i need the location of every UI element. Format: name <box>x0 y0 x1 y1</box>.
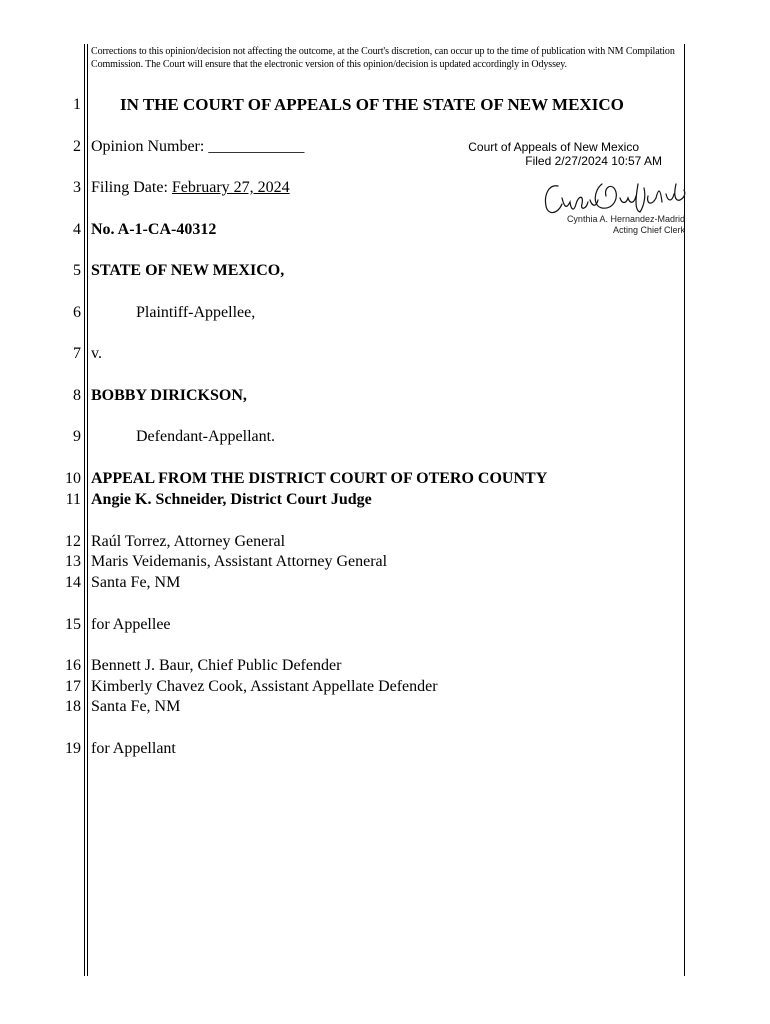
court-title: IN THE COURT OF APPEALS OF THE STATE OF NEW MEXICO <box>120 95 624 114</box>
line-number: 2 <box>73 138 81 155</box>
stamp-clerk-title: Acting Chief Clerk <box>612 225 685 235</box>
filing-date: February 27, 2024 <box>171 179 290 196</box>
line-number: 19 <box>65 740 81 757</box>
appellee-counsel-line: Santa Fe, NM <box>91 574 181 591</box>
case-number: No. A-1-CA-40312 <box>91 221 217 238</box>
filing-date-line <box>91 178 290 197</box>
line-number: 13 <box>65 553 81 570</box>
versus: v. <box>91 345 102 362</box>
appellant-counsel-line: Santa Fe, NM <box>91 698 181 715</box>
appellant-counsel-line: Bennett J. Baur, Chief Public Defender <box>91 657 342 674</box>
left-margin-rule-outer <box>84 44 85 976</box>
appellant-counsel-line: Kimberly Chavez Cook, Assistant Appellate Defender <box>91 678 438 695</box>
for-appellant: for Appellant <box>91 740 176 757</box>
corrections-notice: Corrections to this opinion/decision not affecting the outcome, at the Court's discretion, can occur up to the time of publication with NM Compilation Commission. The Court will ensure that the electronic version of this opinion/decision is updated accordingly in Odyssey. <box>91 46 675 70</box>
plaintiff-name: STATE OF NEW MEXICO, <box>91 262 285 279</box>
filing-date-label: Filing Date: <box>91 179 172 196</box>
opinion-number: Opinion Number: ____________ <box>91 138 305 155</box>
for-appellee: for Appellee <box>91 616 171 633</box>
line-number: 12 <box>65 533 81 550</box>
stamp-court: Court of Appeals of New Mexico <box>468 140 639 154</box>
stamp-filed: Filed 2/27/2024 10:57 AM <box>525 154 662 168</box>
line-number: 18 <box>65 698 81 715</box>
line-number: 17 <box>65 678 81 695</box>
appellee-counsel-line: Maris Veidemanis, Assistant Attorney General <box>91 553 388 570</box>
line-number: 16 <box>65 657 81 674</box>
line-number: 14 <box>65 574 81 591</box>
district-judge: Angie K. Schneider, District Court Judge <box>91 491 372 508</box>
line-number: 11 <box>65 491 81 508</box>
appellee-counsel-line: Raúl Torrez, Attorney General <box>91 533 286 550</box>
line-number: 6 <box>73 304 81 321</box>
defendant-role: Defendant-Appellant. <box>136 428 276 445</box>
line-number: 4 <box>73 221 81 238</box>
left-margin-rule-inner <box>87 44 88 976</box>
line-number: 10 <box>65 470 81 487</box>
plaintiff-role: Plaintiff-Appellee, <box>136 304 256 321</box>
line-number: 8 <box>73 387 81 404</box>
line-number: 15 <box>65 616 81 633</box>
line-number: 9 <box>73 428 81 445</box>
line-number: 5 <box>73 262 81 279</box>
line-number: 1 <box>73 96 81 113</box>
line-number: 7 <box>73 345 81 362</box>
appeal-from: APPEAL FROM THE DISTRICT COURT OF OTERO COUNTY <box>91 470 548 487</box>
line-number: 3 <box>73 179 81 196</box>
stamp-clerk-name: Cynthia A. Hernandez-Madrid <box>566 214 685 224</box>
defendant-name: BOBBY DIRICKSON, <box>91 387 247 404</box>
